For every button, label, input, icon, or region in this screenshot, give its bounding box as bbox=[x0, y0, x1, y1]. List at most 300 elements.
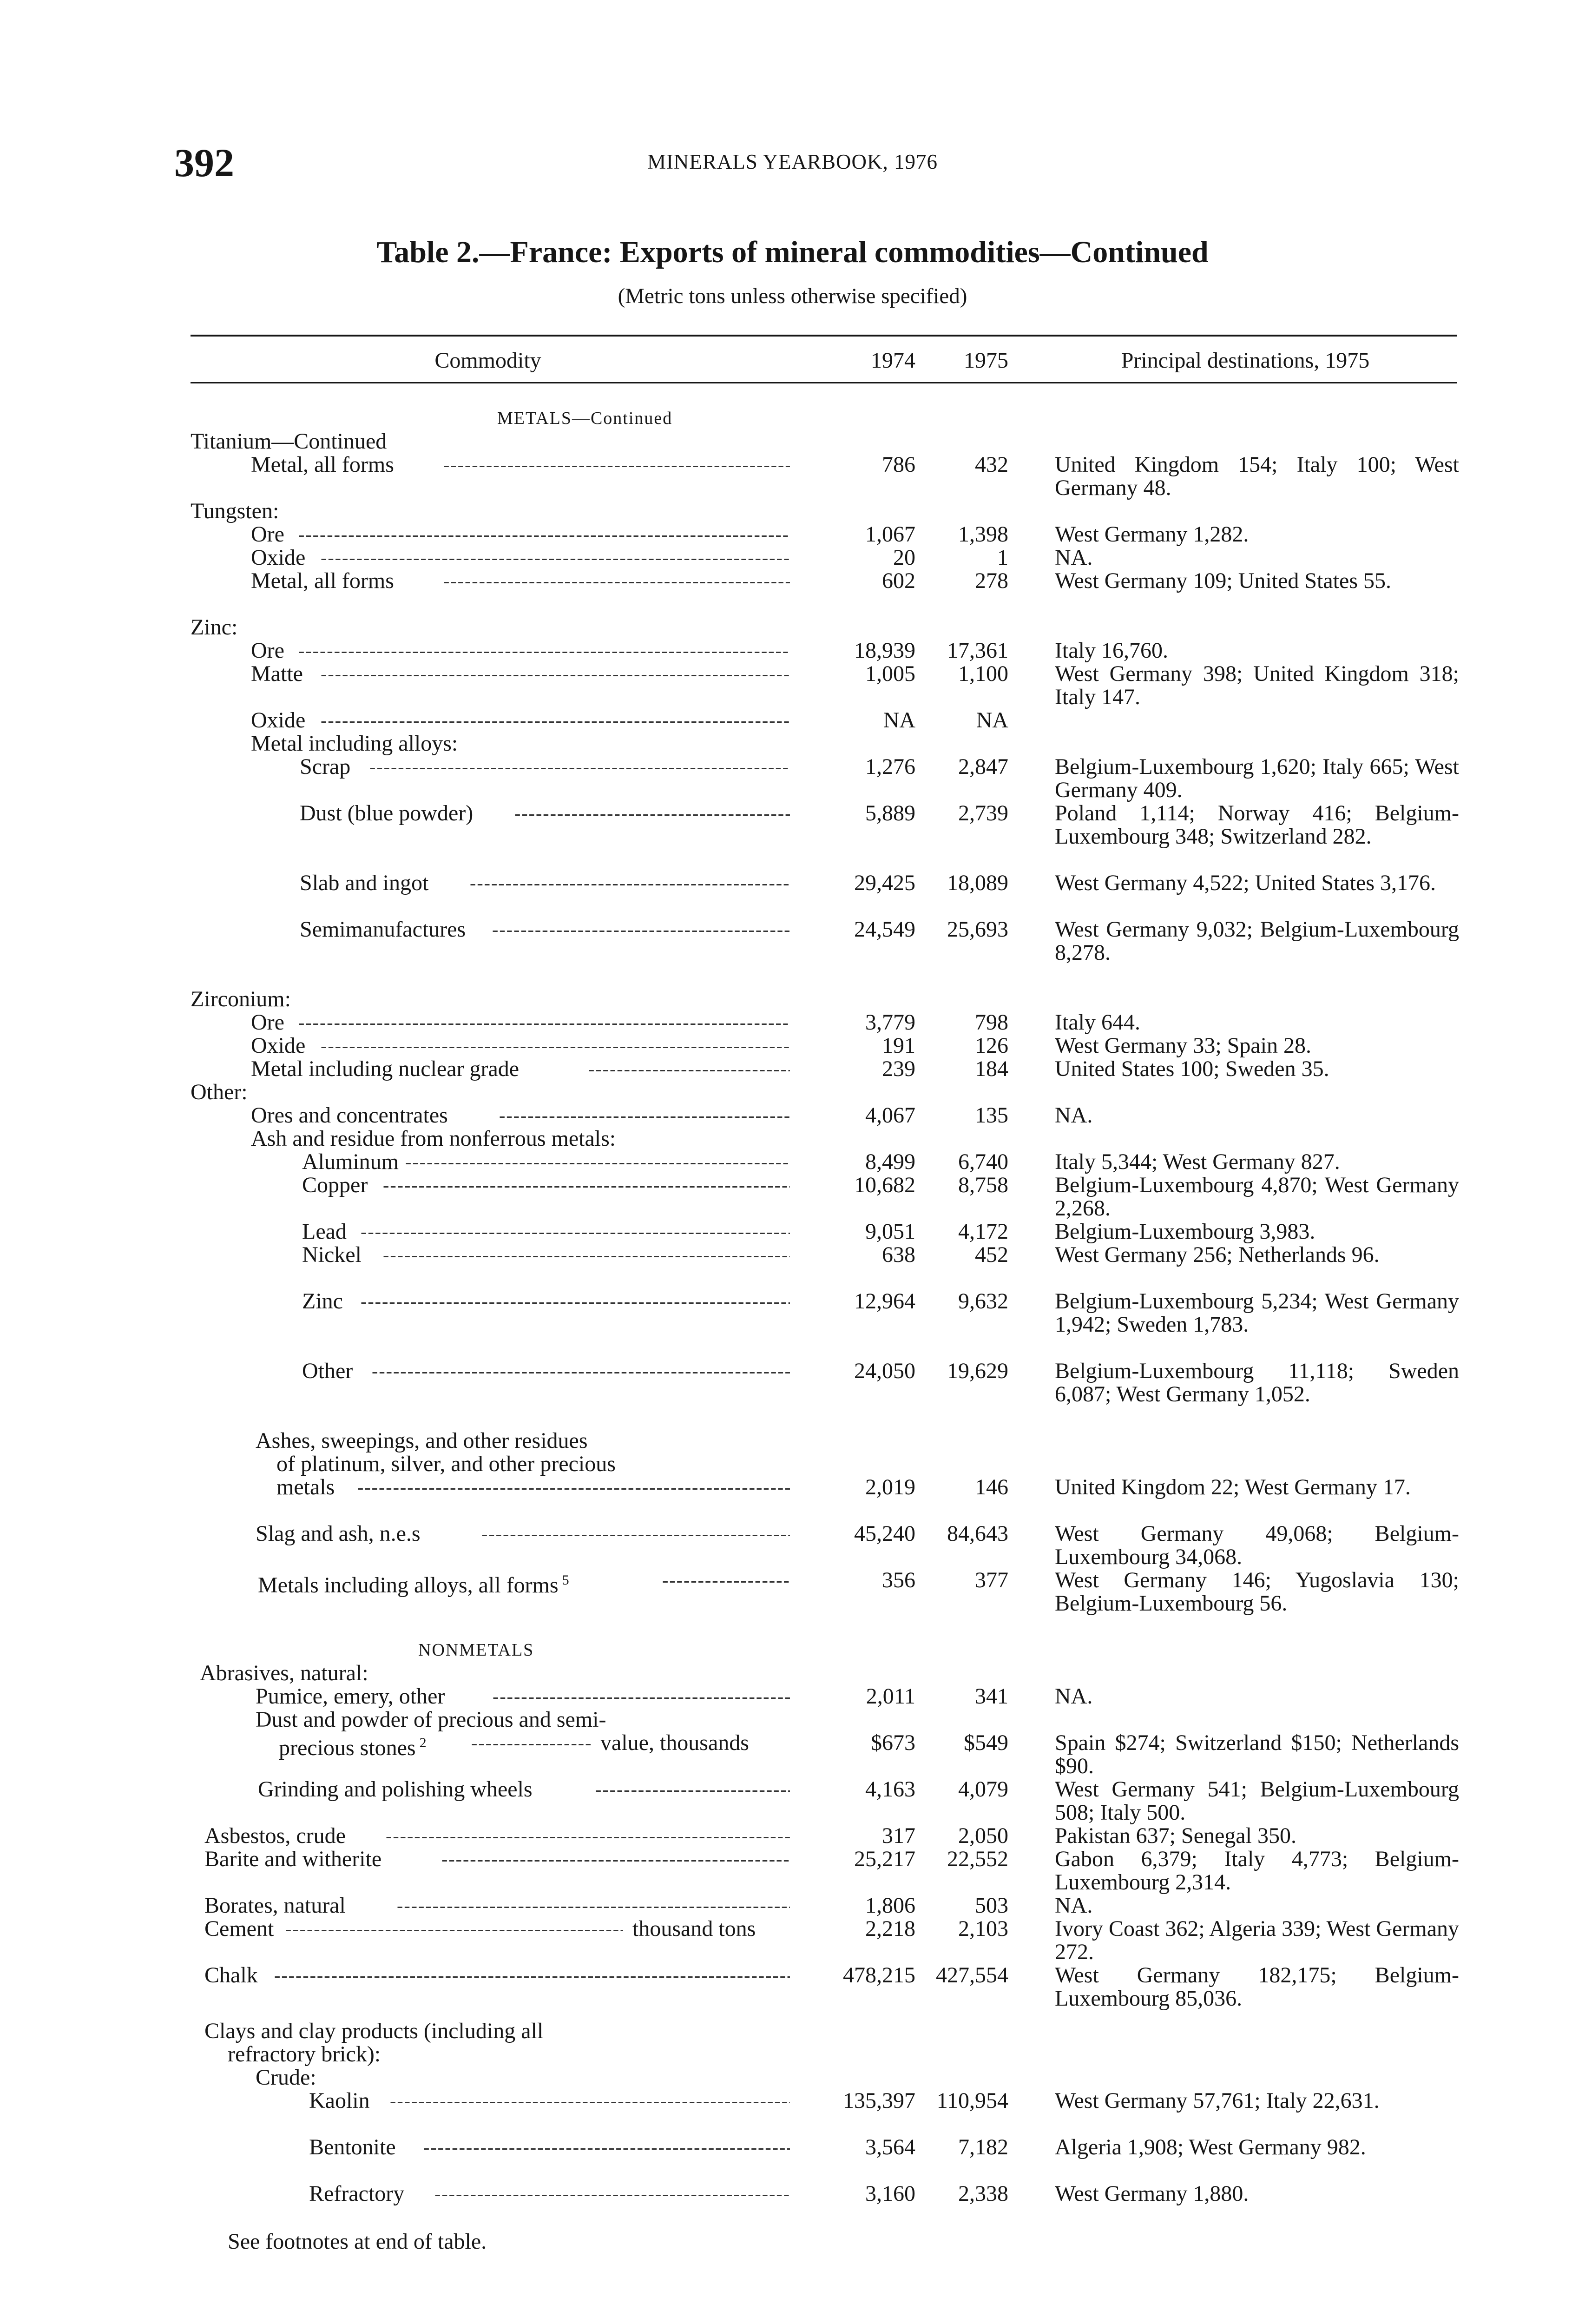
commodity-label-dust-and-powder-of-precious-and-semi bbox=[256, 1708, 606, 1731]
principal-destinations: United Kingdom 22; West Germany 17. bbox=[1055, 1475, 1411, 1499]
commodity-label-ore bbox=[251, 639, 284, 662]
value-1974: 135,397 bbox=[843, 2088, 915, 2113]
value-1975: 17,361 bbox=[947, 638, 1008, 663]
value-1975: 25,693 bbox=[947, 917, 1008, 942]
dot-leader bbox=[285, 1917, 623, 1941]
table-row bbox=[0, 2136, 1585, 2159]
principal-destinations: Italy 644. bbox=[1055, 1010, 1140, 1035]
dot-leader bbox=[443, 453, 790, 476]
commodity-label-text: NONMETALS bbox=[418, 1640, 534, 1660]
commodity-label-dust-blue-powder bbox=[300, 802, 473, 825]
principal-destinations: Italy 16,760. bbox=[1055, 638, 1168, 663]
value-1974: 4,067 bbox=[865, 1103, 915, 1128]
commodity-label-oxide bbox=[251, 546, 305, 569]
table-row bbox=[0, 1963, 1585, 2011]
dot-leader bbox=[383, 1174, 790, 1197]
footnote-marker: 2 bbox=[419, 1735, 427, 1750]
commodity-label-metal-all-forms bbox=[251, 453, 394, 476]
commodity-label-text: Grinding and polishing wheels bbox=[258, 1777, 533, 1802]
value-1975: 341 bbox=[975, 1684, 1008, 1709]
value-1975: 1,398 bbox=[958, 522, 1008, 547]
principal-destinations: NA. bbox=[1055, 545, 1093, 570]
table-row bbox=[0, 569, 1585, 593]
dot-leader bbox=[397, 1894, 790, 1917]
value-1974: 478,215 bbox=[843, 1963, 915, 1987]
table-row bbox=[0, 1916, 1585, 1964]
principal-destinations: Belgium-Luxembourg 4,870; West Germany 2,268. bbox=[1055, 1173, 1459, 1221]
commodity-label-text: Ore bbox=[251, 522, 284, 547]
principal-destinations: Ivory Coast 362; Algeria 339; West Germany 272. bbox=[1055, 1916, 1459, 1964]
commodity-label-text: Titanium—Continued bbox=[191, 429, 387, 454]
table-row bbox=[0, 1894, 1585, 1917]
table-row bbox=[0, 1173, 1585, 1221]
value-1974: 317 bbox=[882, 1823, 915, 1848]
commodity-label-refractory-brick bbox=[228, 2043, 381, 2066]
commodity-label-text: of platinum, silver, and other precious bbox=[276, 1452, 616, 1476]
value-1975: 9,632 bbox=[958, 1289, 1008, 1314]
commodity-label-ore bbox=[251, 523, 284, 546]
table-row bbox=[0, 1662, 1585, 1685]
value-1975: 22,552 bbox=[947, 1847, 1008, 1871]
table-row bbox=[0, 1220, 1585, 1243]
principal-destinations: Belgium-Luxembourg 5,234; West Germany 1,942; Sweden 1,783. bbox=[1055, 1289, 1459, 1337]
commodity-label-text: Slag and ash, n.e.s bbox=[256, 1521, 421, 1546]
value-1975: 135 bbox=[975, 1103, 1008, 1128]
principal-destinations: West Germany 1,880. bbox=[1055, 2181, 1249, 2206]
dot-leader bbox=[361, 1290, 790, 1313]
commodity-label-text: Lead bbox=[302, 1219, 347, 1244]
value-1974: NA bbox=[883, 708, 915, 733]
principal-destinations: Algeria 1,908; West Germany 982. bbox=[1055, 2135, 1366, 2159]
dot-leader bbox=[662, 1569, 790, 1592]
commodity-label-crude bbox=[256, 2066, 316, 2089]
dot-leader bbox=[441, 1848, 790, 1871]
principal-destinations: Belgium-Luxembourg 11,118; Sweden 6,087; West Germany 1,052. bbox=[1055, 1359, 1459, 1406]
principal-destinations: United States 100; Sweden 35. bbox=[1055, 1056, 1329, 1081]
commodity-label-metal-all-forms bbox=[251, 569, 394, 593]
table-row bbox=[0, 1521, 1585, 1569]
table-row bbox=[0, 500, 1585, 523]
table-row bbox=[0, 430, 1585, 453]
commodity-label-text: Barite and witherite bbox=[204, 1847, 382, 1871]
principal-destinations: West Germany 57,761; Italy 22,631. bbox=[1055, 2088, 1380, 2113]
value-1975: 503 bbox=[975, 1893, 1008, 1918]
commodity-label-text: Other: bbox=[191, 1080, 248, 1104]
table-row bbox=[0, 407, 1585, 430]
commodity-label-text: Metal including alloys: bbox=[251, 731, 458, 756]
commodity-label-of-platinum-silver-and-other-precious bbox=[276, 1452, 616, 1476]
commodity-label-text: Chalk bbox=[204, 1963, 258, 1987]
commodity-label-barite-and-witherite bbox=[204, 1848, 381, 1871]
table-title: Table 2.—France: Exports of mineral commodities—Continued bbox=[376, 235, 1209, 269]
commodity-label-bentonite bbox=[309, 2136, 396, 2159]
principal-destinations: West Germany 182,175; Belgium-Luxembourg 85,036. bbox=[1055, 1963, 1459, 2011]
value-1974: $673 bbox=[871, 1730, 915, 1755]
dot-leader bbox=[386, 1824, 790, 1848]
commodity-label-text: Semimanufactures bbox=[300, 917, 466, 942]
dot-leader bbox=[405, 1150, 790, 1174]
principal-destinations: NA. bbox=[1055, 1893, 1093, 1918]
table-row bbox=[0, 2182, 1585, 2205]
value-1974: 24,050 bbox=[854, 1359, 915, 1383]
commodity-label-text: Ashes, sweepings, and other residues bbox=[256, 1428, 588, 1453]
principal-destinations: West Germany 9,032; Belgium-Luxembourg 8,278. bbox=[1055, 917, 1459, 965]
principal-destinations: NA. bbox=[1055, 1103, 1093, 1128]
principal-destinations: Belgium-Luxembourg 3,983. bbox=[1055, 1219, 1315, 1244]
dot-leader bbox=[481, 1522, 790, 1545]
value-1975: 2,338 bbox=[958, 2181, 1008, 2206]
commodity-label-text: Ores and concentrates bbox=[251, 1103, 448, 1128]
value-1975: 7,182 bbox=[958, 2135, 1008, 2159]
principal-destinations: Pakistan 637; Senegal 350. bbox=[1055, 1823, 1296, 1848]
value-1975: 18,089 bbox=[947, 871, 1008, 895]
commodity-label-ashes-sweepings-and-other-residues bbox=[256, 1429, 588, 1452]
value-1975: 2,847 bbox=[958, 754, 1008, 779]
commodity-label-text: metals bbox=[276, 1475, 335, 1499]
commodity-label-text: Borates, natural bbox=[204, 1893, 346, 1918]
value-1975: $549 bbox=[964, 1730, 1008, 1755]
value-1975: 19,629 bbox=[947, 1359, 1008, 1383]
commodity-label-metals-including-alloys-all-forms bbox=[258, 1569, 569, 1597]
column-header-1975: 1975 bbox=[964, 348, 1008, 373]
value-1975: 8,758 bbox=[958, 1173, 1008, 1197]
principal-destinations: West Germany 33; Spain 28. bbox=[1055, 1033, 1312, 1058]
commodity-label-text: METALS—Continued bbox=[497, 409, 673, 428]
commodity-label-oxide bbox=[251, 709, 305, 732]
commodity-label-other bbox=[302, 1360, 353, 1383]
commodity-label-text: Ash and residue from nonferrous metals: bbox=[251, 1126, 616, 1151]
value-1974: 239 bbox=[882, 1056, 915, 1081]
column-header-destinations: Principal destinations, 1975 bbox=[1121, 348, 1370, 373]
dot-leader bbox=[321, 1034, 790, 1057]
commodity-label-text: refractory brick): bbox=[228, 2042, 381, 2067]
dot-leader bbox=[361, 1220, 790, 1243]
dot-leader bbox=[298, 1011, 790, 1034]
principal-destinations: Poland 1,114; Norway 416; Belgium-Luxembourg 348; Switzerland 282. bbox=[1055, 801, 1459, 849]
commodity-label-ash-and-residue-from-nonferrous-metals bbox=[251, 1127, 616, 1150]
dot-leader bbox=[274, 1964, 790, 1987]
principal-destinations: Gabon 6,379; Italy 4,773; Belgium-Luxembourg 2,314. bbox=[1055, 1847, 1459, 1895]
value-1974: 9,051 bbox=[865, 1219, 915, 1244]
footnote-reference: See footnotes at end of table. bbox=[228, 2229, 487, 2254]
commodity-label-scrap bbox=[300, 755, 350, 779]
dot-leader bbox=[390, 2089, 790, 2113]
commodity-label-text: Ore bbox=[251, 638, 284, 663]
commodity-label-text: Oxide bbox=[251, 545, 306, 570]
commodity-label-metal-including-nuclear-grade bbox=[251, 1057, 519, 1081]
dot-leader bbox=[321, 662, 790, 686]
commodity-label-grinding-and-polishing-wheels bbox=[258, 1778, 533, 1801]
table-row bbox=[0, 2020, 1585, 2043]
section-heading bbox=[418, 1638, 534, 1662]
commodity-label-text: Crude: bbox=[256, 2065, 316, 2090]
commodity-label-abrasives-natural bbox=[200, 1662, 368, 1685]
commodity-label-clays-and-clay-products-including-all bbox=[204, 2020, 543, 2043]
commodity-label-refractory bbox=[309, 2182, 404, 2205]
value-1975: 1,100 bbox=[958, 661, 1008, 686]
commodity-label-text: Pumice, emery, other bbox=[256, 1684, 445, 1709]
commodity-label-text: Aluminum bbox=[302, 1149, 399, 1174]
table-row bbox=[0, 523, 1585, 546]
value-1975: 4,079 bbox=[958, 1777, 1008, 1802]
value-1974: 12,964 bbox=[854, 1289, 915, 1314]
table-row bbox=[0, 2043, 1585, 2066]
table-row bbox=[0, 732, 1585, 755]
value-1974: 356 bbox=[882, 1568, 915, 1592]
principal-destinations: West Germany 4,522; United States 3,176. bbox=[1055, 871, 1436, 895]
value-1974: 4,163 bbox=[865, 1777, 915, 1802]
dot-leader bbox=[471, 1731, 591, 1755]
table-row bbox=[0, 661, 1585, 709]
table-row bbox=[0, 1708, 1585, 1731]
table-row bbox=[0, 1081, 1585, 1104]
value-1975: 798 bbox=[975, 1010, 1008, 1035]
value-1974: 2,019 bbox=[865, 1475, 915, 1499]
table-row bbox=[0, 801, 1585, 849]
table-row bbox=[0, 639, 1585, 662]
column-header-commodity: Commodity bbox=[434, 348, 541, 373]
dot-leader bbox=[470, 872, 790, 895]
table-row bbox=[0, 1847, 1585, 1895]
commodity-label-text: Kaolin bbox=[309, 2088, 370, 2113]
principal-destinations: Italy 5,344; West Germany 827. bbox=[1055, 1149, 1340, 1174]
value-1974: 2,011 bbox=[866, 1684, 915, 1709]
value-1974: 29,425 bbox=[854, 871, 915, 895]
value-1975: 146 bbox=[975, 1475, 1008, 1499]
principal-destinations: Belgium-Luxembourg 1,620; Italy 665; West Germany 409. bbox=[1055, 754, 1459, 802]
value-1974: 1,067 bbox=[865, 522, 915, 547]
commodity-label-copper bbox=[302, 1174, 368, 1197]
dot-leader bbox=[493, 1685, 790, 1708]
commodity-label-tungsten bbox=[191, 500, 279, 523]
value-1975: 432 bbox=[975, 452, 1008, 477]
commodity-label-text: Zirconium: bbox=[191, 987, 291, 1011]
commodity-label-text: Abrasives, natural: bbox=[200, 1661, 368, 1685]
value-1974: 786 bbox=[882, 452, 915, 477]
value-1974: 45,240 bbox=[854, 1521, 915, 1546]
dot-leader bbox=[357, 1476, 790, 1499]
value-1975: 126 bbox=[975, 1033, 1008, 1058]
dot-leader bbox=[298, 523, 790, 546]
value-1974: 1,276 bbox=[865, 754, 915, 779]
principal-destinations: United Kingdom 154; Italy 100; West Germany 48. bbox=[1055, 452, 1459, 500]
footnote-marker: 5 bbox=[562, 1572, 569, 1588]
table-row bbox=[0, 988, 1585, 1011]
dot-leader bbox=[423, 2136, 790, 2159]
commodity-label-text: Bentonite bbox=[309, 2135, 396, 2159]
commodity-label-ore bbox=[251, 1011, 284, 1034]
principal-destinations: West Germany 541; Belgium-Luxembourg 508; Italy 500. bbox=[1055, 1777, 1459, 1825]
commodity-label-text: Oxide bbox=[251, 1033, 306, 1058]
commodity-label-other bbox=[191, 1081, 248, 1104]
commodity-label-text: Nickel bbox=[302, 1242, 362, 1267]
principal-destinations: West Germany 49,068; Belgium-Luxembourg 34,068. bbox=[1055, 1521, 1459, 1569]
value-1975: 1 bbox=[997, 545, 1008, 570]
value-1974: 18,939 bbox=[854, 638, 915, 663]
table-row bbox=[0, 1452, 1585, 1476]
value-1974: 10,682 bbox=[854, 1173, 915, 1197]
commodity-label-text: Refractory bbox=[309, 2181, 405, 2206]
value-1974: 1,806 bbox=[865, 1893, 915, 1918]
dot-leader bbox=[588, 1057, 790, 1081]
commodity-label-zinc bbox=[302, 1290, 343, 1313]
commodity-label-zinc bbox=[191, 616, 237, 639]
table-header-rule bbox=[191, 382, 1457, 383]
commodity-label-chalk bbox=[204, 1964, 258, 1987]
commodity-label-text: Oxide bbox=[251, 708, 306, 733]
commodity-label-text: Metal including nuclear grade bbox=[251, 1056, 520, 1081]
table-row bbox=[0, 1777, 1585, 1825]
table-row bbox=[0, 2066, 1585, 2089]
value-1975: 278 bbox=[975, 568, 1008, 593]
dot-leader bbox=[514, 802, 790, 825]
principal-destinations: Spain $274; Switzerland $150; Netherlands $90. bbox=[1055, 1730, 1459, 1778]
dot-leader bbox=[383, 1243, 790, 1267]
principal-destinations: West Germany 109; United States 55. bbox=[1055, 568, 1392, 593]
table-row bbox=[0, 1359, 1585, 1406]
commodity-label-nickel bbox=[302, 1243, 362, 1267]
commodity-label-text: Zinc: bbox=[191, 615, 238, 640]
commodity-label-text: precious stones bbox=[279, 1736, 416, 1760]
column-header-1974: 1974 bbox=[871, 348, 915, 373]
table-row bbox=[0, 1127, 1585, 1150]
table-row bbox=[0, 709, 1585, 732]
table-row bbox=[0, 1824, 1585, 1848]
commodity-label-text: Ore bbox=[251, 1010, 284, 1035]
value-1975: 452 bbox=[975, 1242, 1008, 1267]
commodity-label-aluminum bbox=[302, 1150, 399, 1174]
value-1974: 3,564 bbox=[865, 2135, 915, 2159]
commodity-label-kaolin bbox=[309, 2089, 370, 2113]
commodity-label-text: Metals including alloys, all forms bbox=[258, 1573, 559, 1598]
table-row bbox=[0, 1034, 1585, 1057]
commodity-label-titanium-continued bbox=[191, 430, 387, 453]
table-top-rule bbox=[191, 335, 1457, 337]
commodity-label-ores-and-concentrates bbox=[251, 1104, 448, 1127]
commodity-label-text: Slab and ingot bbox=[300, 871, 429, 895]
principal-destinations: West Germany 1,282. bbox=[1055, 522, 1249, 547]
commodity-label-matte bbox=[251, 662, 303, 686]
table-row bbox=[0, 1057, 1585, 1081]
table-row bbox=[0, 452, 1585, 500]
dot-leader bbox=[369, 755, 790, 779]
value-1975: 2,739 bbox=[958, 801, 1008, 825]
dot-leader bbox=[499, 1104, 790, 1127]
table-row bbox=[0, 1011, 1585, 1034]
commodity-label-text: Asbestos, crude bbox=[204, 1823, 346, 1848]
dot-leader bbox=[443, 569, 790, 593]
value-1975: 84,643 bbox=[947, 1521, 1008, 1546]
commodity-label-text: Copper bbox=[302, 1173, 368, 1197]
value-1974: 3,160 bbox=[865, 2181, 915, 2206]
table-row bbox=[0, 1289, 1585, 1337]
commodity-label-text: Dust (blue powder) bbox=[300, 801, 474, 825]
value-1975: 4,172 bbox=[958, 1219, 1008, 1244]
dot-leader bbox=[321, 709, 790, 732]
table-row bbox=[0, 2089, 1585, 2113]
commodity-label-text: Scrap bbox=[300, 754, 351, 779]
commodity-label-precious-stones bbox=[279, 1731, 427, 1760]
commodity-label-metal-including-alloys bbox=[251, 732, 458, 755]
table-row bbox=[0, 1243, 1585, 1267]
commodity-label-semimanufactures bbox=[300, 918, 466, 941]
commodity-label-slag-and-ash-n-e-s bbox=[256, 1522, 421, 1545]
running-head: MINERALS YEARBOOK, 1976 bbox=[647, 150, 938, 173]
commodity-label-text: Tungsten: bbox=[191, 499, 279, 523]
dot-leader bbox=[492, 918, 790, 941]
table-row bbox=[0, 917, 1585, 965]
value-1975: 110,954 bbox=[936, 2088, 1008, 2113]
commodity-label-asbestos-crude bbox=[204, 1824, 346, 1848]
value-1974: 25,217 bbox=[854, 1847, 915, 1871]
principal-destinations: West Germany 146; Yugoslavia 130; Belgium-Luxembourg 56. bbox=[1055, 1568, 1459, 1616]
value-1974: 20 bbox=[893, 545, 915, 570]
commodity-label-slab-and-ingot bbox=[300, 872, 428, 895]
section-heading bbox=[497, 407, 672, 430]
value-1974: 602 bbox=[882, 568, 915, 593]
principal-destinations: West Germany 398; United Kingdom 318; Italy 147. bbox=[1055, 661, 1459, 709]
table-row bbox=[0, 1104, 1585, 1127]
value-1974: 8,499 bbox=[865, 1149, 915, 1174]
unit-label: value, thousands bbox=[600, 1730, 749, 1755]
commodity-label-text: Cement bbox=[204, 1916, 274, 1941]
principal-destinations: West Germany 256; Netherlands 96. bbox=[1055, 1242, 1380, 1267]
value-1975: 6,740 bbox=[958, 1149, 1008, 1174]
value-1974: 24,549 bbox=[854, 917, 915, 942]
value-1975: 427,554 bbox=[936, 1963, 1008, 1987]
table-row bbox=[0, 1476, 1585, 1499]
value-1974: 5,889 bbox=[865, 801, 915, 825]
commodity-label-text: Clays and clay products (including all bbox=[204, 2019, 544, 2043]
value-1975: 2,103 bbox=[958, 1916, 1008, 1941]
dot-leader bbox=[298, 639, 790, 662]
dot-leader bbox=[595, 1778, 790, 1801]
unit-label: thousand tons bbox=[632, 1916, 756, 1941]
value-1974: 2,218 bbox=[865, 1916, 915, 1941]
commodity-label-text: Matte bbox=[251, 661, 303, 686]
table-row bbox=[0, 1685, 1585, 1708]
commodity-label-text: Dust and powder of precious and semi- bbox=[256, 1707, 606, 1732]
page-number: 392 bbox=[174, 140, 234, 185]
value-1975: 184 bbox=[975, 1056, 1008, 1081]
commodity-label-text: Zinc bbox=[302, 1289, 343, 1314]
table-row bbox=[0, 1568, 1585, 1616]
table-row bbox=[0, 1730, 1585, 1778]
commodity-label-metals bbox=[276, 1476, 335, 1499]
dot-leader bbox=[321, 546, 790, 569]
value-1974: 638 bbox=[882, 1242, 915, 1267]
table-subtitle: (Metric tons unless otherwise specified) bbox=[618, 284, 967, 308]
value-1975: NA bbox=[976, 708, 1008, 733]
table-row bbox=[0, 1429, 1585, 1452]
commodity-label-pumice-emery-other bbox=[256, 1685, 445, 1708]
commodity-label-oxide bbox=[251, 1034, 305, 1057]
commodity-label-cement bbox=[204, 1917, 274, 1941]
commodity-label-borates-natural bbox=[204, 1894, 346, 1917]
value-1975: 2,050 bbox=[958, 1823, 1008, 1848]
dot-leader bbox=[372, 1360, 790, 1383]
value-1974: 191 bbox=[882, 1033, 915, 1058]
table-row bbox=[0, 546, 1585, 569]
dot-leader bbox=[434, 2182, 790, 2205]
commodity-label-text: Other bbox=[302, 1359, 353, 1383]
commodity-label-lead bbox=[302, 1220, 347, 1243]
table-row bbox=[0, 1638, 1585, 1662]
table-row bbox=[0, 872, 1585, 895]
commodity-label-text: Metal, all forms bbox=[251, 452, 394, 477]
principal-destinations: NA. bbox=[1055, 1684, 1093, 1709]
value-1974: 3,779 bbox=[865, 1010, 915, 1035]
